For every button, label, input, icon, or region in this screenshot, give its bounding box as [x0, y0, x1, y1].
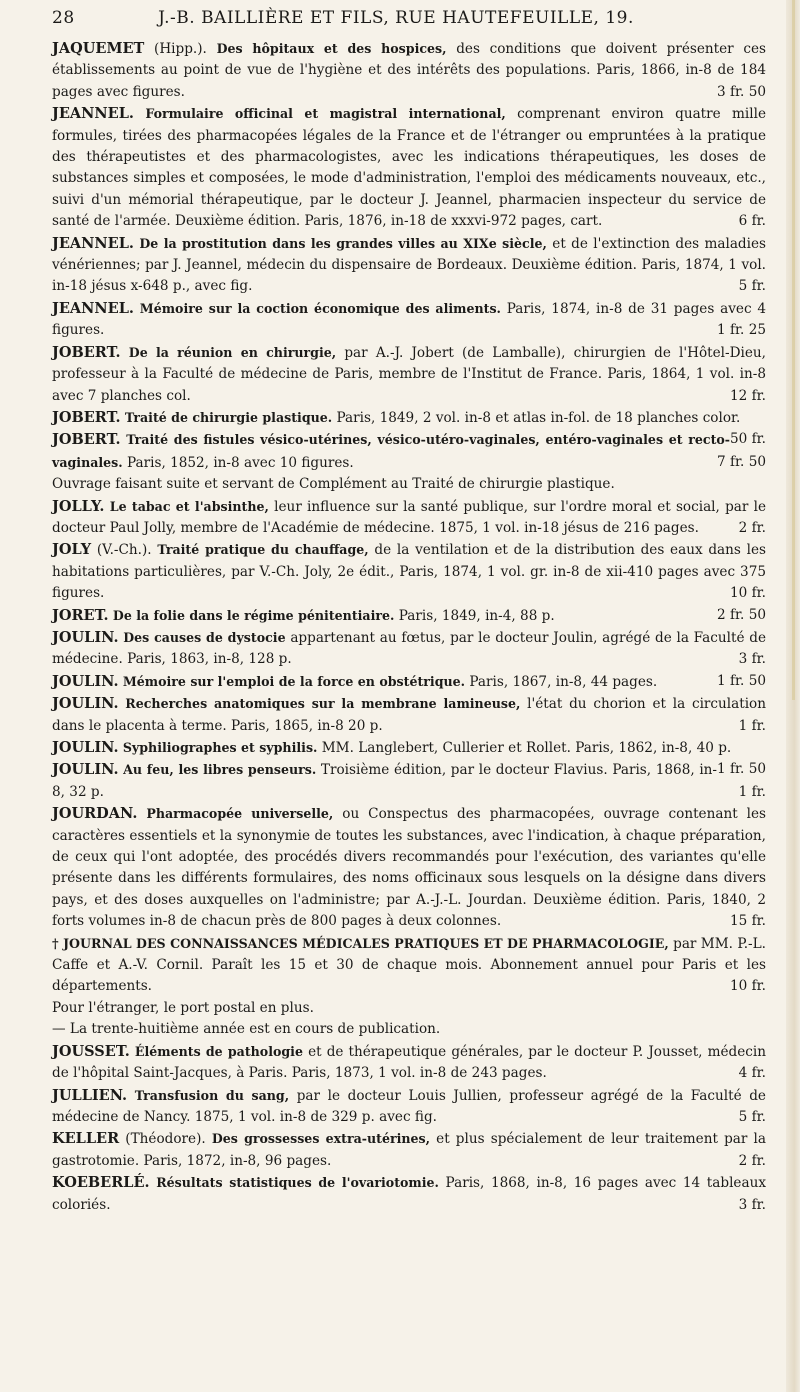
entry-author: JOURDAN.: [52, 805, 138, 823]
entry-qualifier: [127, 1088, 135, 1104]
entry-description: appartenant au fœtus, par le docteur Joulin, agrégé de la Faculté de médecine. Paris, 1863, in-8, 128 p.: [52, 629, 766, 668]
entry-author: JOLY: [52, 541, 92, 559]
catalogue-entry: [52, 233, 766, 298]
entry-title: Mémoire sur l'emploi de la force en obstétrique.: [122, 673, 466, 689]
catalogue-entry: [52, 1041, 766, 1085]
entry-title: Le tabac et l'absinthe,: [109, 498, 269, 514]
entry-description: par A.-J. Jobert (de Lamballe), chirurgien de l'Hôtel-Dieu, professeur à la Faculté de médecine de Paris, membre de l'Institut de France. Paris, 1864, 1 vol. in-8 avec 7 planches col.: [52, 344, 766, 404]
catalogue-entry: [52, 998, 766, 1019]
entry-qualifier: (Hipp.).: [144, 41, 217, 57]
entry-title: Traité des fistules vésico-utérines, vésico-utéro-vaginales, entéro-vaginales et recto-vaginales.: [52, 432, 731, 470]
entry-title: Transfusion du sang,: [134, 1087, 290, 1103]
catalogue-entry: [52, 803, 766, 932]
entry-author: KELLER: [52, 1130, 120, 1148]
entry-author: JULLIEN.: [52, 1086, 128, 1104]
entry-description: des conditions que doivent présenter ces établissements au point de vue de l'hygiène et des intérêts des populations. Paris, 1866, in-8 de 184 pages avec figures.: [52, 41, 767, 100]
entry-price: 10 fr.: [730, 585, 766, 602]
entry-title: Des grossesses extra-utérines,: [211, 1131, 431, 1147]
entry-title: Des causes de dystocie: [123, 629, 286, 645]
entry-author: JEANNEL.: [52, 105, 134, 123]
entry-title: Des hôpitaux et des hospices,: [216, 41, 447, 56]
entry-price: 50 fr.: [730, 431, 766, 448]
entry-price: 4 fr.: [738, 1065, 766, 1082]
entry-author: JOULIN.: [52, 628, 119, 646]
catalogue-entry: [52, 1085, 766, 1129]
entry-author: JORET.: [52, 606, 109, 624]
entry-author: JOULIN.: [52, 761, 119, 779]
entry-description: ou Conspectus des pharmacopées, ouvrage contenant les caractères essentiels et la synonymie de toutes les substances, avec l'indication, à chaque préparation, de ceux qui l'ont adoptée, des procédés divers recommandés pour l'exécution, des variantes qu'elle présente dans les différents formulaires, des noms officinaux sous lesquels on la désigne dans divers pays, et des doses auxquelles on l'administre; par A.-J.-L. Jourdan. Deuxième édition. Paris, 1840, 2 forts volumes in-8 de chacun près de 800 pages à deux colonnes.: [52, 806, 766, 930]
entry-author: JOBERT.: [52, 431, 121, 449]
entry-title: † JOURNAL DES CONNAISSANCES MÉDICALES PRATIQUES ET DE PHARMACOLOGIE,: [52, 935, 669, 951]
catalogue-entry: [52, 298, 766, 342]
entry-description: et de thérapeutique générales, par le docteur P. Jousset, médecin de l'hôpital Saint-Jacques, à Paris. Paris, 1873, 1 vol. in-8 de 243 pages.: [52, 1043, 767, 1082]
entry-description: l'état du chorion et la circulation dans le placenta à terme. Paris, 1865, in-8 20 p.: [52, 696, 766, 734]
entry-price: 6 fr.: [738, 213, 766, 230]
entry-qualifier: [121, 345, 129, 361]
publisher-heading: J.-B. BAILLIÈRE ET FILS, RUE HAUTEFEUILLE, 19.: [158, 8, 634, 28]
entry-description: par MM. P.-L. Caffe et A.-V. Cornil. Paraît les 15 et 30 de chaque mois. Abonnement annuel pour Paris et les départements.: [52, 935, 766, 995]
entry-description: Paris, 1849, 2 vol. in-8 et atlas in-fol. de 18 planches color.: [332, 409, 741, 426]
catalogue-entry: [52, 759, 766, 803]
entry-description: Ouvrage faisant suite et servant de Complément au Traité de chirurgie plastique.: [52, 476, 615, 493]
catalogue-entry: [52, 605, 766, 627]
entry-title: Pharmacopée universelle,: [146, 806, 334, 822]
entry-qualifier: (V.-Ch.).: [91, 542, 158, 559]
entry-title: Recherches anatomiques sur la membrane lamineuse,: [125, 696, 521, 712]
entry-title: Mémoire sur la coction économique des aliments.: [139, 300, 501, 316]
entry-title: Traité pratique du chauffage,: [157, 542, 369, 558]
entry-price: 1 fr.: [738, 717, 766, 734]
entry-author: JOBERT.: [52, 408, 121, 426]
entry-price: 1 fr. 50: [717, 672, 766, 689]
entry-author: KOEBERLÉ.: [52, 1174, 150, 1192]
entry-price: 2 fr.: [738, 519, 766, 536]
page-edge: [786, 0, 800, 1392]
entry-title: Formulaire officinal et magistral international,: [145, 106, 506, 122]
entry-author: JOUSSET.: [52, 1042, 130, 1060]
entry-price: 2 fr.: [738, 1152, 766, 1169]
catalogue-entry: [52, 693, 766, 737]
entry-title: Éléments de pathologie: [134, 1043, 303, 1059]
entry-price: 15 fr.: [730, 913, 766, 930]
entry-author: JAQUEMET: [52, 40, 145, 57]
entry-description: Paris, 1849, in-4, 88 p.: [394, 607, 555, 624]
entry-title: Traité de chirurgie plastique.: [124, 409, 333, 425]
entry-qualifier: [137, 806, 146, 822]
entry-title: De la prostitution dans les grandes villes au XIXe siècle,: [139, 235, 547, 251]
page-header: [52, 0, 766, 36]
catalogue-entry: [52, 474, 766, 495]
catalogue-entry: [52, 933, 766, 998]
catalogue-entry: [52, 496, 766, 540]
entry-price: 1 fr. 50: [717, 761, 766, 778]
entry-description: Troisième édition, par le docteur Flavius. Paris, 1868, in-8, 32 p.: [52, 762, 718, 800]
entry-description: et plus spécialement de leur traitement par la gastrotomie. Paris, 1872, in-8, 96 pages.: [52, 1131, 766, 1169]
entry-author: JOULIN.: [52, 672, 119, 690]
entry-price: 3 fr.: [738, 1196, 766, 1213]
entry-price: 2 fr. 50: [717, 606, 766, 623]
entry-title: Résultats statistiques de l'ovariotomie.: [156, 1175, 439, 1191]
catalogue-entry: [52, 1128, 766, 1172]
catalogue-entry: [52, 671, 766, 693]
entry-author: JOLLY.: [52, 497, 105, 515]
entry-price: 10 fr.: [730, 978, 766, 995]
catalogue-entry: [52, 429, 766, 474]
catalogue-entry: [52, 627, 766, 671]
entry-description: — La trente-huitième année est en cours de publication.: [52, 1021, 441, 1038]
entry-description: leur influence sur la santé publique, sur l'ordre moral et social, par le docteur Paul Jolly, membre de l'Académie de médecine. 1875, 1 vol. in-18 jésus de 216 pages.: [52, 498, 766, 536]
entry-title: Syphiliographes et syphilis.: [122, 740, 318, 755]
entry-price: 1 fr. 25: [717, 322, 766, 339]
entry-description: Paris, 1874, in-8 de 31 pages avec 4 figures.: [52, 300, 767, 339]
entry-description: Paris, 1867, in-8, 44 pages.: [465, 673, 658, 690]
entry-description: de la ventilation et de la distribution des eaux dans les habitations particulières, par V.-Ch. Joly, 2e édit., Paris, 1874, 1 vol. gr. in-8 de xii-410 pages avec 375 figures.: [52, 542, 767, 602]
entry-description: Paris, 1852, in-8 avec 10 figures.: [122, 454, 354, 471]
catalogue-entry: [52, 407, 766, 448]
entry-price: 7 fr. 50: [717, 453, 766, 470]
entry-author: JOBERT.: [52, 343, 121, 361]
catalogue-entry: [52, 38, 766, 103]
catalogue-entry: [52, 1019, 766, 1040]
catalogue-page: [52, 0, 766, 1216]
entry-description: par le docteur Louis Jullien, professeur agrégé de la Faculté de médecine de Nancy. 1875, 1 vol. in-8 de 329 p. avec fig.: [52, 1087, 766, 1125]
entry-price: 1 fr.: [738, 783, 766, 800]
entry-description: Paris, 1868, in-8, 16 pages avec 14 tableaux coloriés.: [52, 1175, 766, 1213]
catalogue-entry: [52, 342, 766, 407]
entry-description: Pour l'étranger, le port postal en plus.: [52, 999, 314, 1016]
entry-title: De la folie dans le régime pénitentiaire.: [112, 607, 395, 623]
entry-author: JOULIN.: [52, 739, 119, 756]
entry-description: comprenant environ quatre mille formules, tirées des pharmacopées légales de la France et de l'étranger ou empruntées à la pratique des thérapeutistes et des pharmacologistes, avec les indications thérapeutiques, les doses de substances simples et composées, le mode d'administration, l'emploi des médicaments nouveaux, etc., suivi d'un mémorial thérapeutique, par le docteur J. Jeannel, pharmacien inspecteur du service de santé de l'armée. Deuxième édition. Paris, 1876, in-18 de xxxvi-972 pages, cart.: [52, 106, 767, 230]
page-number: 28: [52, 8, 75, 28]
entry-title: Au feu, les libres penseurs.: [123, 762, 317, 778]
entry-description: MM. Langlebert, Cullerier et Rollet. Paris, 1862, in-8, 40 p.: [317, 740, 732, 756]
entry-author: JEANNEL.: [52, 299, 134, 317]
catalogue-entry: [52, 539, 766, 604]
entry-title: De la réunion en chirurgie,: [128, 344, 337, 360]
entry-author: JOULIN.: [52, 695, 119, 713]
entry-price: 5 fr.: [738, 1108, 766, 1125]
catalogue-entry: [52, 103, 766, 232]
entry-price: 3 fr.: [738, 651, 766, 668]
entry-price: 5 fr.: [738, 278, 766, 295]
entry-price: 3 fr. 50: [717, 83, 766, 100]
catalogue-entries: [52, 38, 766, 1216]
catalogue-entry: [52, 1172, 766, 1216]
entry-qualifier: [134, 106, 145, 122]
entry-price: 12 fr.: [730, 387, 766, 404]
entry-qualifier: (Théodore).: [119, 1131, 212, 1148]
entry-author: JEANNEL.: [52, 234, 134, 252]
entry-description: et de l'extinction des maladies vénériennes; par J. Jeannel, médecin du dispensaire de Bordeaux. Deuxième édition. Paris, 1874, 1 vol. in-18 jésus x-648 p., avec fig.: [52, 235, 767, 295]
